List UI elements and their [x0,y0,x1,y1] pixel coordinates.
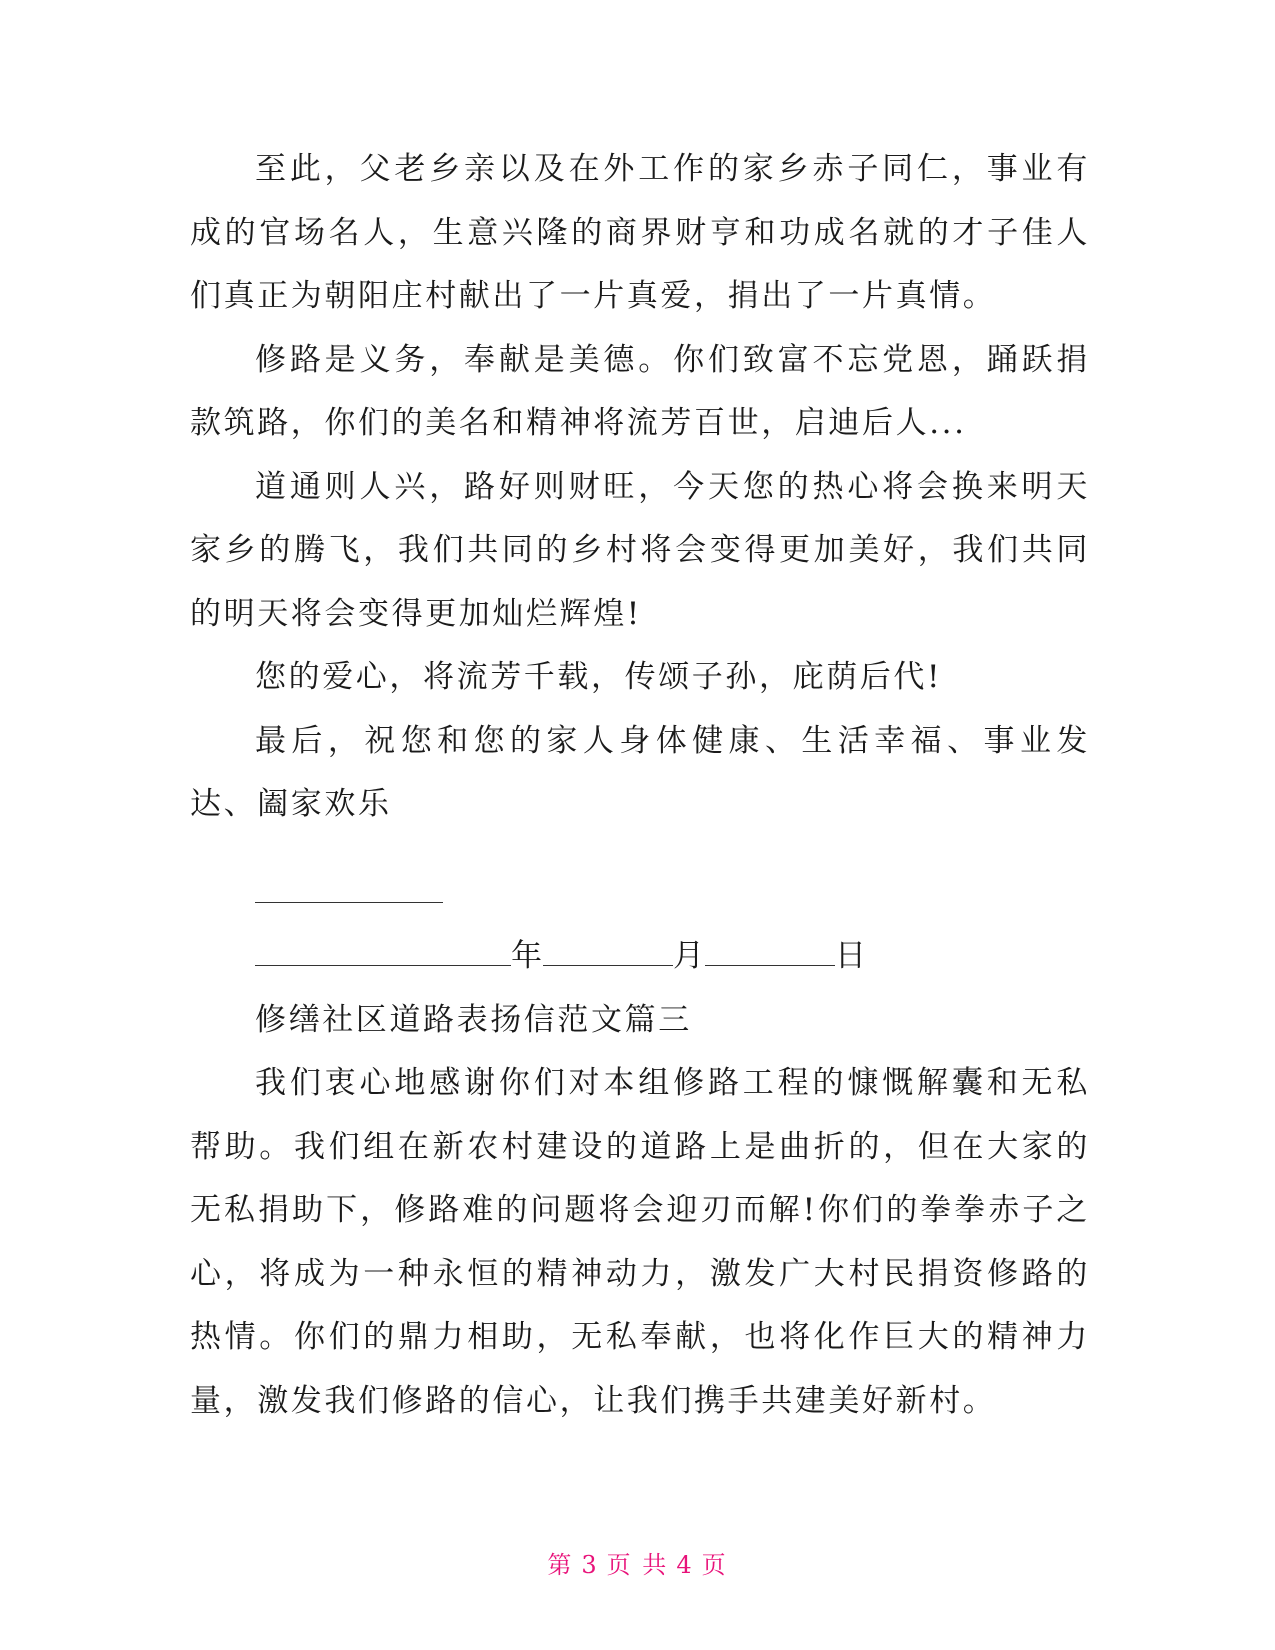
signature-name-line [190,862,1090,926]
year-label: 年 [511,938,543,974]
footer-mid: 页 共 [606,1551,669,1579]
month-blank [543,935,673,966]
year-blank [255,935,511,966]
paragraph-6: 我们衷心地感谢你们对本组修路工程的慷慨解囊和无私帮助。我们组在新农村建设的道路上是曲折的，但在大家的无私捐助下，修路难的问题将会迎刃而解!你们的拳拳赤子之心，将成为一种永恒的精神动力，激发广大村民捐资修路的热情。你们的鼎力相助，无私奉献，也将化作巨大的精神力量，激发我们修路的信心，让我们携手共建美好新村。 [190,1065,1090,1419]
day-blank [705,935,835,966]
footer-prefix: 第 [547,1551,574,1579]
paragraph-2: 修路是义务，奉献是美德。你们致富不忘党恩，踊跃捐款筑路，你们的美名和精神将流芳百世，启迪后人... [190,341,1090,441]
footer-current-page: 3 [581,1551,599,1579]
signature-date-line [190,925,1090,989]
paragraph-3: 道通则人兴，路好则财旺，今天您的热心将会换来明天家乡的腾飞，我们共同的乡村将会变得更加美好，我们共同的明天将会变得更加灿烂辉煌! [190,468,1090,632]
paragraph-4: 您的爱心，将流芳千载，传颂子孙，庇荫后代! [255,659,943,695]
section-title: 修缮社区道路表扬信范文篇三 [255,1001,692,1038]
spacer [190,837,1090,862]
footer-suffix: 页 [701,1551,728,1579]
page-footer [0,1545,1275,1580]
footer-total-pages: 4 [676,1551,694,1579]
day-label: 日 [835,938,867,974]
paragraph-5: 最后，祝您和您的家人身体健康、生活幸福、事业发达、阖家欢乐 [190,722,1090,822]
month-label: 月 [673,938,705,974]
signature-blank [255,872,443,903]
paragraph-1: 至此，父老乡亲以及在外工作的家乡赤子同仁，事业有成的官场名人，生意兴隆的商界财亨和功成名就的才子佳人们真正为朝阳庄村献出了一片真爱，捐出了一片真情。 [190,151,1090,314]
document-body [190,138,1090,1433]
